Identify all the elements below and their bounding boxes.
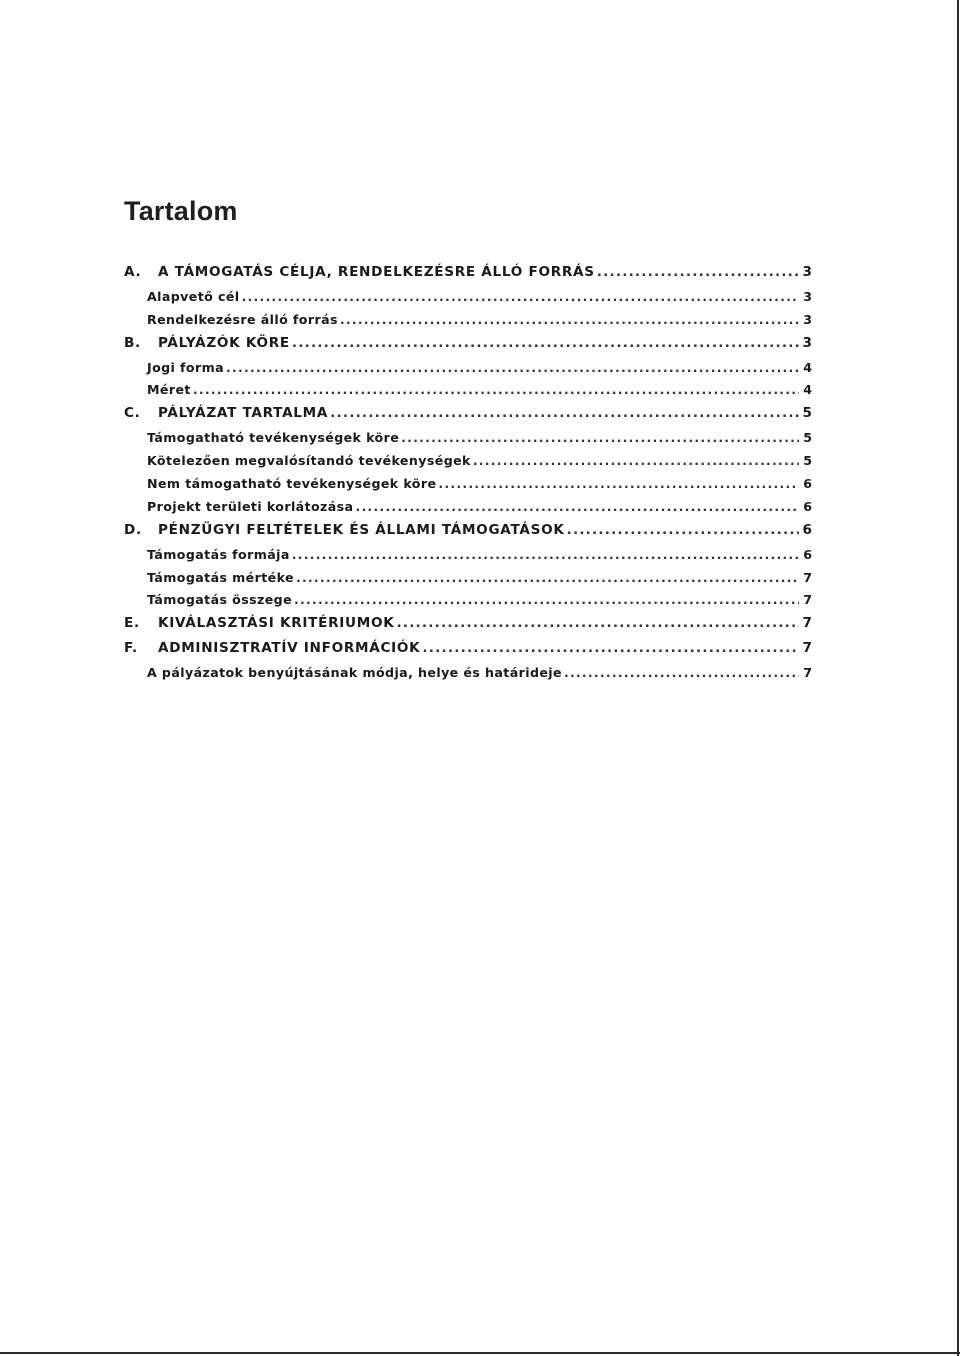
toc-entry-a[interactable]	[124, 264, 812, 287]
toc-section-letter: B.	[124, 334, 141, 351]
toc-entry-text: PÁLYÁZÓK KÖRE	[158, 334, 290, 351]
toc-leader-dots	[564, 665, 799, 680]
page-title: Tartalom	[124, 196, 238, 226]
toc-entry-rendelkezesre-allo-forras[interactable]	[124, 312, 812, 335]
toc-leader-dots	[226, 360, 799, 375]
toc-leader-dots	[473, 453, 799, 468]
toc-leader-dots	[438, 476, 799, 491]
toc-entry-e[interactable]	[124, 615, 812, 638]
toc-leader-dots	[567, 522, 799, 538]
toc-leader-dots	[294, 592, 799, 607]
toc-leader-dots	[422, 640, 799, 656]
toc-entry-tamogatas-formaja[interactable]	[124, 547, 812, 570]
toc-entry-text: Támogatás összege	[147, 592, 293, 608]
toc-leader-dots	[340, 312, 799, 327]
toc-entry-text: PÉNZÜGYI FELTÉTELEK ÉS ÁLLAMI TÁMOGATÁSOK	[158, 521, 565, 538]
toc-page-number: 6	[803, 476, 812, 492]
toc-entry-palyazatok-benyujtasa[interactable]	[124, 665, 812, 688]
toc-leader-dots	[355, 499, 799, 514]
toc-page-number: 5	[802, 405, 812, 422]
toc-page-number: 3	[803, 311, 812, 327]
toc-section-letter: F.	[124, 640, 138, 657]
toc-section-letter: C.	[124, 405, 141, 422]
toc-section-letter: E.	[124, 615, 140, 632]
toc-entry-text: Jogi forma	[147, 359, 225, 375]
toc-entry-tamogatas-merteke[interactable]	[124, 570, 812, 593]
toc-page-number: 5	[803, 430, 812, 446]
toc-entry-text: Projekt területi korlátozása	[147, 498, 354, 514]
toc-page-number: 7	[803, 569, 812, 585]
toc-page-number: 4	[803, 359, 812, 375]
toc-entry-f[interactable]	[124, 640, 812, 663]
toc-entry-text: Támogatás formája	[147, 546, 290, 562]
toc-page-number: 7	[802, 640, 812, 657]
toc-entry-text: Kötelezően megvalósítandó tevékenységek	[147, 453, 471, 469]
toc-entry-text: ADMINISZTRATÍV INFORMÁCIÓK	[158, 640, 421, 657]
toc-leader-dots	[330, 405, 799, 421]
toc-section-letter: D.	[124, 521, 142, 538]
toc-page-number: 6	[803, 498, 812, 514]
toc-section-letter: A.	[124, 264, 142, 280]
toc-leader-dots	[597, 264, 799, 280]
toc-entry-b[interactable]	[124, 335, 812, 358]
toc-page-number: 3	[802, 264, 812, 280]
toc-leader-dots	[296, 570, 799, 585]
toc-entry-text: Támogatás mértéke	[147, 569, 294, 585]
toc-page-number: 3	[803, 288, 812, 304]
scan-edge-right	[957, 0, 959, 1356]
toc-page-number: 3	[802, 334, 812, 351]
toc-page-number: 7	[802, 615, 812, 632]
toc-entry-text: Támogatható tevékenységek köre	[147, 430, 400, 446]
toc-entry-text: KIVÁLASZTÁSI KRITÉRIUMOK	[158, 615, 395, 632]
toc-page-number: 5	[803, 453, 812, 469]
toc-entry-text: A TÁMOGATÁS CÉLJA, RENDELKEZÉSRE ÁLLÓ FORRÁS	[158, 264, 595, 280]
toc-leader-dots	[193, 382, 799, 397]
toc-page-number: 6	[802, 521, 812, 538]
toc-entry-d[interactable]	[124, 522, 812, 545]
toc-entry-text: Rendelkezésre álló forrás	[147, 311, 338, 327]
toc-entry-text: Nem támogatható tevékenységek köre	[147, 476, 437, 492]
toc-entry-tamogatas-osszege[interactable]	[124, 592, 812, 615]
toc-leader-dots	[292, 335, 799, 351]
toc-page-number: 4	[803, 382, 812, 398]
toc-leader-dots	[401, 430, 799, 445]
toc-page-number: 7	[803, 592, 812, 608]
toc-entry-alapveto-cel[interactable]	[124, 289, 812, 312]
toc-entry-jogi-forma[interactable]	[124, 360, 812, 383]
toc-entry-projekt-teruleti-korlatozasa[interactable]	[124, 499, 812, 522]
toc-entry-c[interactable]	[124, 405, 812, 428]
toc-leader-dots	[292, 547, 799, 562]
toc-leader-dots	[242, 289, 799, 304]
toc-entry-text: Alapvető cél	[147, 288, 240, 304]
toc-leader-dots	[396, 615, 799, 631]
table-of-contents	[124, 264, 812, 688]
toc-entry-meret[interactable]	[124, 382, 812, 405]
toc-entry-text: Méret	[147, 382, 191, 398]
toc-page-number: 6	[803, 546, 812, 562]
toc-entry-kotelezoen-megvalositando[interactable]	[124, 453, 812, 476]
toc-entry-tamogathato-tevekenysegek[interactable]	[124, 430, 812, 453]
toc-entry-text: A pályázatok benyújtásának módja, helye és határideje	[147, 665, 562, 681]
toc-entry-nem-tamogathato[interactable]	[124, 476, 812, 499]
toc-entry-text: PÁLYÁZAT TARTALMA	[158, 405, 329, 422]
scan-edge-bottom	[0, 1352, 960, 1354]
toc-page-number: 7	[803, 665, 812, 681]
